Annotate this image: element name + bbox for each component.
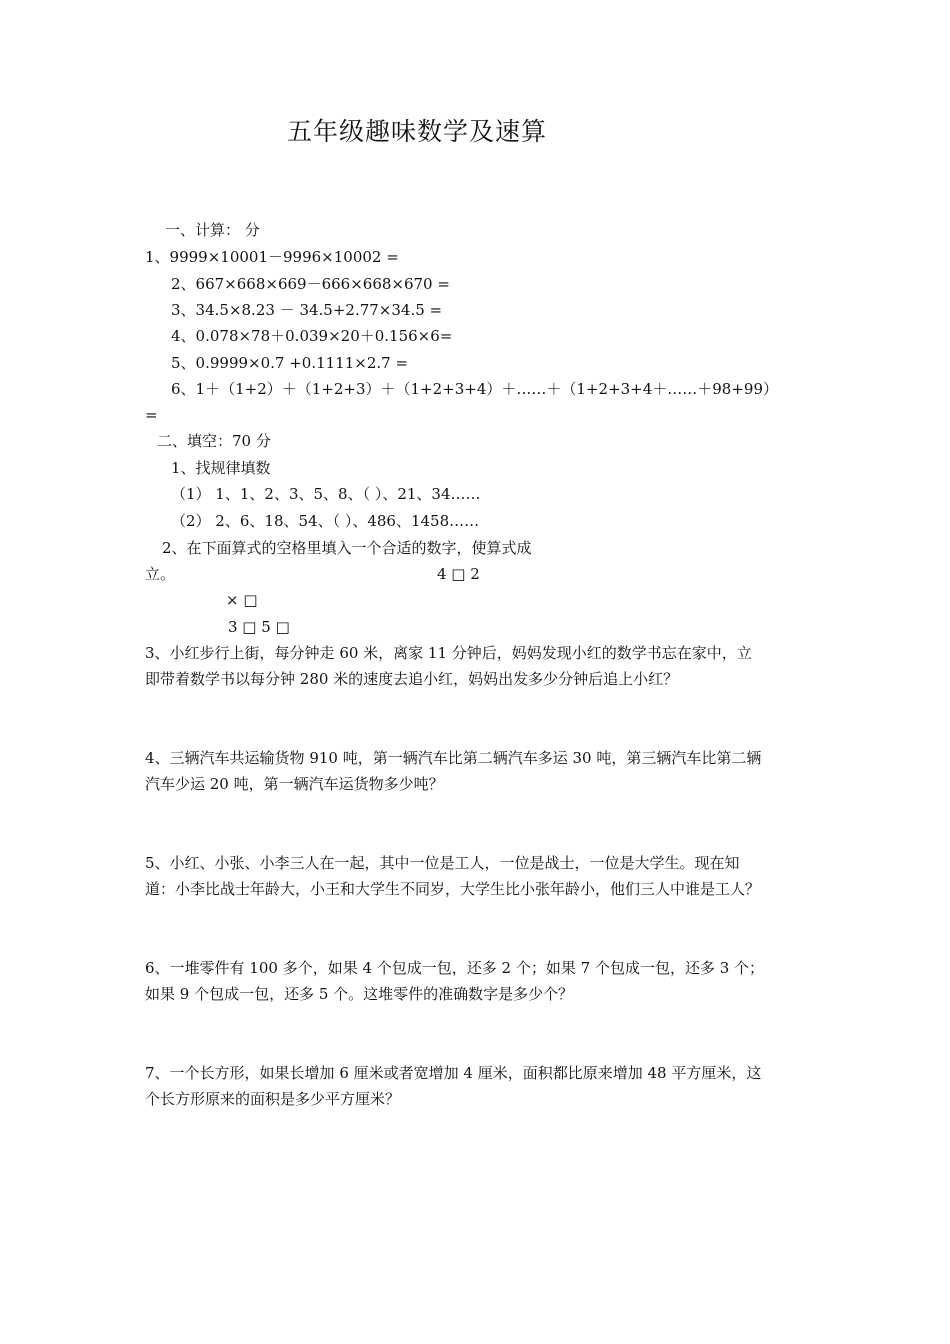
calc-item-6-continued: = (145, 406, 158, 424)
section1-heading: 一、计算： 分 (165, 221, 260, 239)
calc-item-4: 4、0.078×78＋0.039×20＋0.156×6= (171, 327, 453, 345)
word-problem-4-line2: 汽车少运 20 吨，第一辆汽车运货物多少吨？ (145, 775, 444, 793)
word-problem-6-line1: 6、一堆零件有 100 多个，如果 4 个包成一包，还多 2 个；如果 7 个包成一包，还多 3 个； (145, 959, 765, 977)
puzzle-result-row: 3 □ 5 □ (228, 618, 290, 636)
calc-item-1: 1、9999×10001－9996×10002 = (145, 248, 399, 266)
fill-q1-sequence-a: （1） 1、1、2、3、5、8、（ ）、21、34…… (171, 485, 481, 503)
calc-item-6: 6、1＋（1+2）＋（1+2+3）＋（1+2+3+4）＋……＋（1+2+3+4＋……＋98+99） (171, 380, 779, 398)
word-problem-5-line1: 5、小红、小张、小李三人在一起，其中一位是工人，一位是战士，一位是大学生。现在知 (145, 854, 740, 872)
puzzle-multiplier-row: × □ (226, 591, 258, 609)
page-title: 五年级趣味数学及速算 (287, 117, 548, 146)
word-problem-4-line1: 4、三辆汽车共运输货物 910 吨，第一辆汽车比第二辆汽车多运 30 吨，第三辆汽车比第二辆 (145, 749, 762, 767)
word-problem-7-line2: 个长方形原来的面积是多少平方厘米？ (145, 1090, 401, 1108)
word-problem-3-line1: 3、小红步行上街，每分钟走 60 米，离家 11 分钟后，妈妈发现小红的数学书忘在家中，立 (145, 644, 752, 662)
calc-item-2: 2、667×668×669－666×668×670 = (171, 275, 450, 293)
fill-q1-sequence-b: （2） 2、6、18、54、（ ）、486、1458…… (171, 512, 480, 530)
fill-q2-line2: 立。 (145, 565, 176, 583)
section2-heading: 二、填空：70 分 (157, 432, 271, 450)
word-problem-6-line2: 如果 9 个包成一包，还多 5 个。这堆零件的准确数字是多少个？ (145, 985, 574, 1003)
word-problem-5-line2: 道：小李比战士年龄大，小王和大学生不同岁，大学生比小张年龄小，他们三人中谁是工人？ (145, 880, 761, 898)
puzzle-top-row: 4 □ 2 (437, 565, 480, 583)
word-problem-3-line2: 即带着数学书以每分钟 280 米的速度去追小红，妈妈出发多少分钟后追上小红？ (145, 670, 679, 688)
fill-q2-line1: 2、在下面算式的空格里填入一个合适的数字，使算式成 (162, 539, 532, 557)
word-problem-7-line1: 7、一个长方形，如果长增加 6 厘米或者宽增加 4 厘米，面积都比原来增加 48 平方厘米，这 (145, 1064, 762, 1082)
calc-item-3: 3、34.5×8.23 － 34.5+2.77×34.5 = (171, 301, 443, 319)
fill-q1-title: 1、找规律填数 (171, 459, 271, 477)
calc-item-5: 5、0.9999×0.7 +0.1111×2.7 = (171, 354, 409, 372)
